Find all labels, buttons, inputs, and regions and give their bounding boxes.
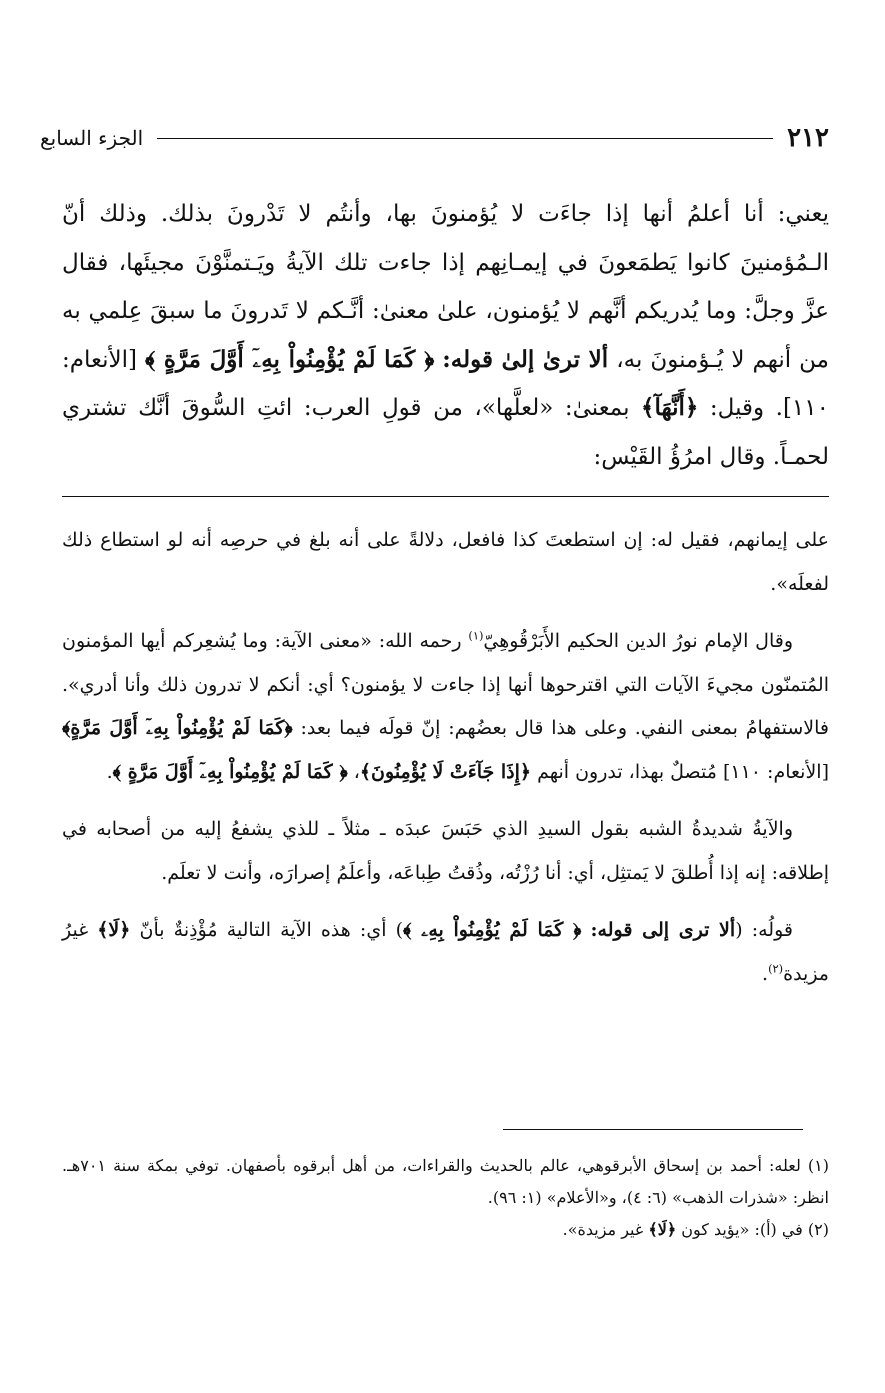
main-bold-phrase: ألا ترىٰ إلىٰ قوله: <box>442 345 609 373</box>
main-text-segment: [الأنعام: ١١٠]. وقيل: <box>62 346 829 422</box>
commentary-paragraph <box>62 909 829 996</box>
commentary-segment: وقال الإمام نورُ الدين الحكيم الأَبَرْقُوهِيّ <box>483 630 794 652</box>
commentary-paragraph <box>62 620 829 794</box>
footnote-2 <box>62 1214 829 1246</box>
quran-quote: ﴿لَا﴾ <box>97 919 131 941</box>
commentary-segment: ) أي: هذه الآية التالية مُؤْذِنةٌ بأنّ <box>130 919 404 941</box>
main-paragraph <box>62 190 829 482</box>
main-text-segment: يعني: أنا أعلمُ أنها إذا جاءَت لا يُؤمنونَ بها، وأنتُم لا تَدْرونَ بذلك. وذلك أنّ الـمُؤمنينَ كانوا يَطمَعونَ في إيمـانِهم إذا جاءت تلك الآيةُ ويَـتمنَّوْنَ مجيئَها، فقال عزَّ وجلَّ: وما يُدريكم أنَّهم لا يُؤمنون، علىٰ معنىٰ: أنَّـكم لا تَدرونَ ما سبقَ عِلمي به من أنهم لا يُـؤمنونَ به، <box>62 201 829 373</box>
commentary-segment: . <box>106 760 113 783</box>
commentary-separator <box>62 496 829 497</box>
commentary-bold-phrase: ألا ترى إلى قوله: <box>590 919 736 941</box>
quran-quote: ﴿أَنَّهَآ﴾ <box>641 394 699 422</box>
page-header <box>40 118 829 158</box>
quran-quote: ﴿لَا﴾ <box>648 1220 677 1239</box>
book-part-title: الجزء السابع <box>40 126 144 150</box>
quran-quote: ﴿ كَمَا لَمْ يُؤْمِنُواْ بِهِۦٓ أَوَّلَ مَرَّةٍ ﴾ <box>144 345 435 373</box>
footnote-ref: (٢) <box>768 961 784 976</box>
footnote-segment: غير مزيدة». <box>562 1220 649 1239</box>
commentary-segment: [الأنعام: ١١٠] مُتصلٌ بهذا، تدرون أنهم <box>531 760 829 783</box>
quran-quote: ﴿إِذَا جَآءَتْ لَا يُؤْمِنُونَ﴾ <box>359 760 532 783</box>
footnote-ref: (١) <box>468 628 484 643</box>
quran-quote: ﴿ كَمَا لَمْ يُؤْمِنُواْ بِهِۦ ﴾ <box>403 919 582 941</box>
quran-quote: ﴿ كَمَا لَمْ يُؤْمِنُواْ بِهِۦٓ أَوَّلَ مَرَّةٍ ﴾ <box>112 760 348 783</box>
footnotes <box>62 1150 829 1246</box>
page-number: ٢١٢ <box>787 123 829 153</box>
main-text <box>62 190 829 482</box>
commentary-segment: ، <box>347 760 360 783</box>
header-rule <box>157 138 773 139</box>
main-text-segment: بمعنىٰ: «لعلَّها»، من قولِ العرب: ائتِ السُّوقَ أنَّك تشتري لحمـاً. وقال امرُؤُ القَيْس: <box>62 395 829 470</box>
commentary-paragraph: على إيمانهم، فقيل له: إن استطعتَ كذا فافعل، دلالةً على أنه بلغ في حرصِه أنه لو استطاع ذلك لفعلَه». <box>62 529 829 595</box>
commentary-segment: رحمه الله: «معنى الآية: وما يُشعِركم أيها المؤمنون المُتمنّون مجيءَ الآيات التي اقترحوها أنها إذا جاءت لا يؤمنون؟ أي: أنكم لا تدرون ذلك وأنا أدري». فالاستفهامُ بمعنى النفي. وعلى هذا قال بعضُهم: إنّ قولَه فيما بعد: <box>62 630 830 739</box>
footnote-1: (١) لعله: أحمد بن إسحاق الأبرقوهي، عالم بالحديث والقراءات، من أهل أبرقوه بأصفهان. توفي بمكة سنة ٧٠١هـ. انظر: «شذرات الذهب» (٦: ٤)، و«الأعلام» (١: ٩٦). <box>62 1156 829 1207</box>
commentary-segment: قولُه: ( <box>735 919 793 941</box>
commentary <box>62 519 829 996</box>
quran-quote: ﴿كَمَا لَمْ يُؤْمِنُواْ بِهِۦٓ أَوَّلَ مَرَّةٍ﴾ <box>62 717 293 739</box>
footnote-separator <box>503 1129 803 1130</box>
commentary-segment: . <box>762 962 769 985</box>
commentary-paragraph: والآيةُ شديدةُ الشبه بقول السيدِ الذي حَبَسَ عبدَه ـ مثلاً ـ للذي يشفعُ إليه من أصحابه في إطلاقه: إنه إذا أُطلقَ لا يَمتثِل، أي: أنا رُزْتُه، وذُقتُ طِباعَه، وأعلَمُ إصرارَه، وأنت لا تعلَم. <box>62 818 829 884</box>
footnote-segment: (٢) في (أ): «يؤيد كون <box>676 1220 829 1239</box>
commentary-segment: غيرُ مزيدة <box>62 919 829 985</box>
